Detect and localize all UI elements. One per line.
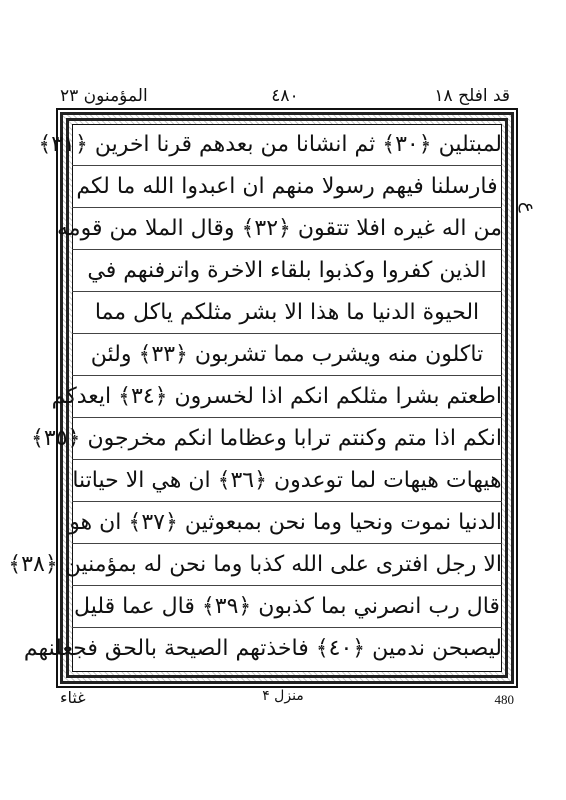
juz-label: قد افلح ١٨: [434, 86, 510, 106]
page-header: [60, 86, 510, 108]
page-number-arabic: ٤٨٠: [271, 86, 299, 106]
manzil-label: منزل ۴: [262, 688, 304, 704]
catchword: غثاء: [60, 688, 86, 707]
text-line: الدنيا نموت ونحيا وما نحن بمبعوثين ﴿٣٧﴾ ان هو: [72, 502, 502, 544]
text-line: فارسلنا فيهم رسولا منهم ان اعبدوا الله ما لكم: [72, 166, 502, 208]
text-line: الذين كفروا وكذبوا بلقاء الاخرة واترفنهم في: [72, 250, 502, 292]
text-line: ليصبحن ندمين ﴿٤٠﴾ فاخذتهم الصيحة بالحق فجعلنهم: [23, 636, 502, 661]
text-line: هيهات هيهات لما توعدون ﴿٣٦﴾ ان هي الا حياتنا: [72, 460, 502, 502]
page-number: 480: [494, 692, 514, 707]
surah-label: المؤمنون ٢٣: [60, 86, 148, 106]
text-line: انكم اذا متم وكنتم ترابا وعظاما انكم مخرجون ﴿٣٥﴾: [72, 418, 502, 460]
text-line: تاكلون منه ويشرب مما تشربون ﴿٣٣﴾ ولئن: [72, 334, 502, 376]
ruku-margin-mark: ع: [518, 202, 539, 213]
text-line: اطعتم بشرا مثلكم انكم اذا لخسرون ﴿٣٤﴾ ايعدكم: [72, 376, 502, 418]
text-line: الا رجل افترى على الله كذبا وما نحن له بمؤمنين ﴿٣٨﴾: [72, 544, 502, 586]
text-line: لمبتلين ﴿٣٠﴾ ثم انشانا من بعدهم قرنا اخرين ﴿٣١﴾: [72, 124, 502, 166]
text-line: من اله غيره افلا تتقون ﴿٣٢﴾ وقال الملا من قومه: [72, 208, 502, 250]
text-line: الحيوة الدنيا ما هذا الا بشر مثلكم ياكل مما: [72, 292, 502, 334]
text-line: قال رب انصرني بما كذبون ﴿٣٩﴾ قال عما قليل: [72, 586, 502, 628]
